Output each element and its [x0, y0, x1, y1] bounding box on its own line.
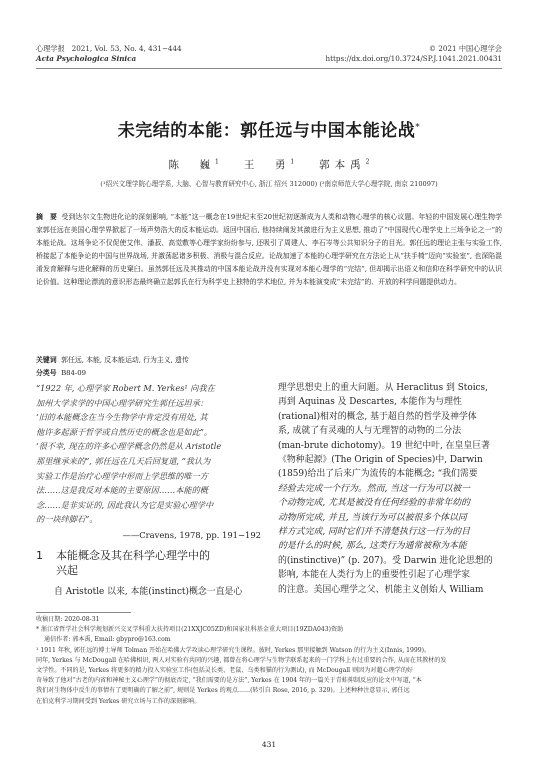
body-line: 经验去完成一个行为。然而, 当这一行为可以被一 — [278, 483, 471, 494]
quote-source: ——Cravens, 1978, pp. 191−192 — [122, 530, 261, 540]
quote-line: 实验工作是治疗心理学中形而上学思维的唯一方 — [36, 470, 208, 481]
affiliation: (¹绍兴文理学院心理学系, 大脑、心智与教育研究中心, 浙江 绍兴 312000) (²南京师范大学心理学院, 南京 210097) — [100, 180, 438, 188]
header-rule — [36, 68, 502, 69]
body-paragraph-right — [278, 381, 503, 597]
footnote-1-line: 奇导致了他对“古老的内省和神秘主义心理学”的彻底否定, “我们需要的是方法”, Yerkes 在 1904 年的一篇关于青蛙抑制反应的论文中写道, “本 — [36, 677, 422, 685]
quote-line: “1922 年, 心理学家 Robert M. Yerkes¹ 向我在 — [36, 383, 215, 393]
quote-line: 他许多起源于哲学或自然历史的概念也是如此”。 — [36, 426, 213, 437]
footnote-1-line: 在伯克利学习期间受到 Yerkes 研究立场与工作的深刻影响。 — [36, 697, 201, 705]
doi-link[interactable]: https://dx.doi.org/10.3724/SP.J.1041.2021.00431 — [325, 54, 502, 63]
received-date: 收稿日期: 2020-08-31 — [36, 616, 100, 623]
author-3-affil: 2 — [365, 158, 370, 166]
footnote-1-line: ¹ 1911 年秋, 郭任远的博士导师 Tolman 开始在哈佛大学攻读心理学研究生课程。彼时, Yerkes 那里接触到 Watson 的行为主义(Innis, 1999)。 — [36, 646, 431, 654]
body-line: 《物种起源》(The Origin of Species)中, Darwin — [278, 455, 483, 466]
author-1: 陈 巍 — [168, 159, 215, 171]
journal-header-right — [325, 44, 502, 64]
author-1-affil: 1 — [214, 158, 219, 166]
quote-line: ‘旧的本能概念在当今生物学中肯定没有用处, 其 — [36, 412, 208, 423]
copyright: © 2021 中国心理学会 — [428, 44, 502, 53]
page-number: 431 — [261, 740, 277, 749]
body-line: 样方式完成, 同时它们并不清楚执行这一行为的目 — [278, 527, 471, 538]
body-line: 的(instinctive)” (p. 207)。受 Darwin 进化论思想的 — [278, 555, 493, 566]
body-line: 的是什么的时候, 那么, 这类行为通常被称为本能 — [278, 541, 467, 552]
paper-title — [0, 116, 538, 141]
paper-title-text: 未完结的本能：郭任远与中国本能论战 — [117, 121, 416, 141]
body-line: 影响, 本能在人类行为上的重要性引起了心理学家 — [278, 570, 471, 581]
quote-line: 的一块绊脚石”。 — [36, 514, 98, 525]
footnote-rule — [36, 612, 131, 613]
abstract-text: 受到达尔文生物进化论的深刻影响, “本能”这一概念在19世纪末至20世纪初逐渐成为人类和动物心理学的核心议题。年轻的中国发展心理生物学家郭任远在美国心理学界掀起了一场声势浩大的反本能运动。返回中国后, 他持续阐发其激进行为主义思想, 推动了“中国现代心理学史上三场争论之一”的本能论战。这场争论不仅促使艾伟、潘菽、高觉敷等心理学家纷纷参与, 还吸引了周建人、李石岑等公共知识分子的目光。郭任远的理论主张与实验工作, 桥接起了本能争论的中国与世界战场, 并激荡起诸多积极、消极与混合反应。论战加速了本能的心理学研究在方法论上从“扶手椅”迈向“实验室”, 也深陷混淆发育解释与进化解释的历史窠臼。虽然郭任远及其推动的中国本能论战并没有实现对本能心理学的“完结”, 但却揭示出语义和信仰在科学研究中的认识论价值。这种理论漂流的意识形态最终确立起郭氏在行为科学史上独特的学术地位, 并为本能演变成“未完结”的、开放的科学问题提供动力。 — [36, 213, 502, 286]
keywords-label: 关键词 — [36, 356, 57, 364]
footnote-1-line: 同年, Yerkes 与 McDougall 在哈佛相识, 两人对实验有共同的兴趣, 都曾在将心理学与生物学联系起来的一门学科上有过重要的合作, 从而在其教材的发 — [36, 656, 447, 664]
body-line: 理学思想史上的重大问题。从 Heraclitus 到 Stoics, — [278, 383, 488, 393]
keywords — [36, 354, 189, 364]
classification — [36, 367, 86, 377]
abstract — [36, 211, 502, 288]
body-line: 再到 Aquinas 及 Descartes, 本能作为与理性 — [278, 397, 462, 408]
classification-label: 分类号 — [36, 369, 57, 377]
quote-line: 法……这是我反对本能的主要原因……本能的概 — [36, 485, 208, 496]
body-line: (rational)相对的概念, 基于超自然的哲学及神学体 — [278, 411, 477, 422]
opening-quote — [36, 381, 261, 527]
journal-issue: 2021, Vol. 53, No. 4, 431−444 — [71, 44, 182, 53]
footnote-1-line: 我们对生物体中反生的事情有了更明确的了解之前”, 规则是 Yerkes 的观点……(转引自 Rose, 2016, p. 329)。上述种种注意显示, 郭任远 — [36, 687, 410, 695]
footnotes — [36, 615, 502, 707]
body-line: (1859)给出了后来广为流传的本能概念; “我们需要 — [278, 469, 478, 480]
quote-line: 念……是非实证的, 因此我认为它是实验心理学中 — [36, 499, 214, 510]
funding-note: * 浙江省哲学社会科学规划新兴交叉学科重大扶持项目(21XXJC05ZD)和国家社科基金重大项目(19ZDA043)资助 — [36, 626, 344, 634]
footnote-1-line: 文学性。不同的是, Yerkes 将更多的精力投入实验室工作(包括灵长类、老鼠、乌类和猫的行为测试), 而 McDougall 则因为对超心理学的好 — [36, 667, 414, 675]
section-title-line-2: 兴起 — [56, 564, 78, 577]
keywords-text: 郭任远, 本能, 反本能运动, 行为主义, 遗传 — [61, 356, 189, 364]
author-list — [0, 157, 538, 172]
journal-name-cn: 心理学报 — [36, 44, 65, 53]
body-line: 系, 成就了有灵魂的人与无理智的动物的二分法 — [278, 426, 462, 437]
author-2-affil: 1 — [290, 158, 295, 166]
quote-line: 加州大学求学的中国心理学研究生郭任远坦承： — [36, 397, 208, 408]
body-line: 动物所完成, 并且, 当该行为可以被很多个体以同 — [278, 512, 467, 523]
body-line: 的注意。美国心理学之父、机能主义创始人 William — [278, 584, 484, 595]
author-2: 王 勇 — [243, 159, 291, 171]
section-title-line-1: 本能概念及其在科学心理学中的 — [56, 549, 210, 562]
journal-header-left — [36, 44, 182, 64]
corresponding-author: 通信作者: 郭本禹, Email: gbypro@163.com — [44, 636, 171, 644]
classification-code: B84-09 — [61, 369, 86, 377]
section-heading — [36, 548, 261, 578]
body-paragraph-left: 自 Aristotle 以来, 本能(instinct)概念一直是心 — [54, 587, 243, 597]
body-line: 个动物完成, 尤其是被没有任何经验的非常年幼的 — [278, 498, 471, 509]
quote-line: ‘很不幸, 现在的许多心理学概念仍然是从 Aristotle — [36, 441, 222, 452]
journal-name-en: Acta Psychologica Sinica — [36, 54, 137, 63]
abstract-label: 摘 要 — [36, 213, 57, 221]
title-footnote-mark: * — [415, 122, 421, 133]
section-number: 1 — [36, 549, 43, 562]
author-3: 郭本禹 — [319, 159, 366, 171]
body-line: (man-brute dichotomy)。19 世纪中叶, 在皇皇巨著 — [278, 440, 491, 451]
quote-line: 那里继承来的”, 郭任远在几天后回复道, “我认为 — [36, 455, 211, 466]
